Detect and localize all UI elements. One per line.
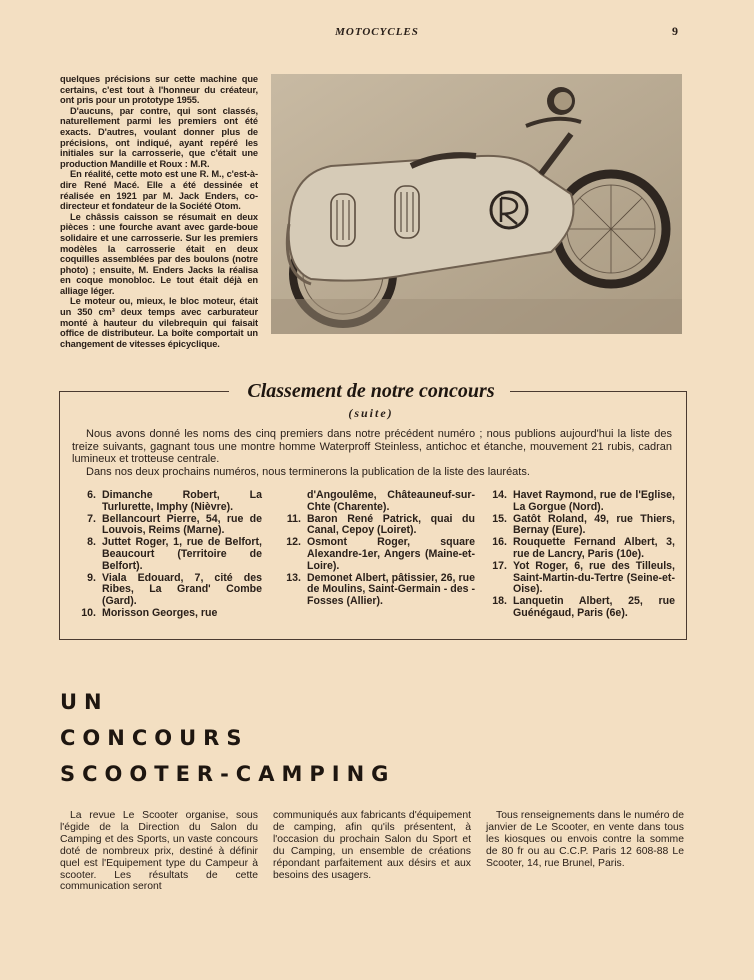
winner-entry [483, 490, 675, 514]
winner-rank: 11. [286, 512, 301, 525]
winner-entry [72, 514, 262, 538]
winner-text: Rouquette Fernand Albert, 3, rue de Lancry, Paris (10e). [513, 536, 675, 560]
motorcycle-illustration [271, 74, 682, 334]
winner-text: Yot Roger, 6, rue des Tilleuls, Saint-Martin-du-Tertre (Seine-et-Oise). [513, 559, 675, 596]
winner-rank: 9. [87, 571, 96, 584]
contest-title: Classement de notre concours [247, 380, 495, 402]
winners-column-3 [483, 490, 675, 620]
intro-paragraph: D'aucuns, par contre, qui sont classés, naturellement parmi les premiers ont été exacts. D'autres, voulant donner plus de précisions, ont indiqué, ayant repéré les initiales sur la carrosserie, que c'était une production Mandille et Roux : M.R. [60, 105, 258, 169]
winner-text: Gatôt Roland, 49, rue Thiers, Bernay (Eure). [513, 512, 675, 537]
winner-rank: 7. [87, 512, 96, 525]
winner-text: d'Angoulême, Châteauneuf-sur-Chte (Charente). [307, 489, 475, 513]
page-number: 9 [672, 24, 678, 38]
article-column-3 [486, 810, 684, 870]
winner-entry [483, 561, 675, 596]
winner-rank [277, 490, 307, 514]
winner-entry [483, 537, 675, 561]
contest-intro-paragraph: Dans nos deux prochains numéros, nous terminerons la publication de la liste des lauréats. [86, 465, 530, 478]
winners-column-1 [72, 490, 262, 620]
contest-intro-paragraph: Nous avons donné les noms des cinq premiers dans notre précédent numéro ; nous publions aujourd'hui la liste des treize suivants, gagnant tous une montre homme Waterproff Steinless, antichoc et étanche, mouvement 21 rubis, cadran lumineux et trotteuse centrale. [72, 428, 672, 466]
winner-entry [72, 537, 262, 572]
article-column-1 [60, 810, 258, 893]
winner-entry [72, 573, 262, 608]
running-header: MOTOCYCLES [335, 26, 419, 38]
article-paragraph: communiqués aux fabricants d'équipement de camping, afin qu'ils présentent, à l'occasion du prochain Salon du Sport et du Camping, un ensemble de créations répondant parfaitement aux désirs et aux besoins des usagers. [273, 810, 471, 881]
winner-rank: 12. [286, 536, 301, 549]
winner-entry [483, 514, 675, 538]
motorcycle-photo [271, 74, 682, 334]
contest-subtitle: (suite) [348, 406, 394, 420]
winner-rank: 14. [492, 489, 507, 501]
article-column-2 [273, 810, 471, 881]
winner-text: Dimanche Robert, La Turlurette, Imphy (Nièvre). [102, 489, 262, 513]
winner-rank: 16. [492, 536, 507, 549]
winner-text: Bellancourt Pierre, 54, rue de Louvois, Reims (Marne). [102, 512, 262, 537]
winner-entry [277, 537, 475, 572]
winner-rank: 6. [87, 489, 96, 501]
winner-text: Baron René Patrick, quai du Canal, Cepoy (Loiret). [307, 512, 475, 537]
article-paragraph: La revue Le Scooter organise, sous l'égide de la Direction du Salon du Camping et des Sports, un vaste concours doté de nombreux prix, destiné à définir quel est l'Equipement type du Campeur à scooter. Les résultats de cette communication seront [60, 810, 258, 893]
intro-paragraph: quelques précisions sur cette machine que certains, c'est tout à l'honneur du créateur, ont pris pour un prototype 1955. [60, 74, 258, 106]
winner-text: Morisson Georges, rue [102, 606, 218, 619]
headline-line-3: SCOOTER-CAMPING [60, 762, 396, 786]
winner-text: Demonet Albert, pâtissier, 26, rue de Moulins, Saint-Germain - des - Fosses (Allier). [307, 571, 475, 608]
winner-text: Havet Raymond, rue de l'Eglise, La Gorgue (Nord). [513, 489, 675, 513]
winner-entry [277, 490, 475, 514]
headline-line-2: CONCOURS [60, 726, 249, 750]
winner-text: Osmont Roger, square Alexandre-1er, Angers (Maine-et-Loire). [307, 536, 475, 572]
headline-line-1: UN [60, 690, 109, 714]
intro-paragraph: En réalité, cette moto est une R. M., c'est-à-dire René Macé. Elle a été dessinée et réalisée en 1921 par M. Jack Enders, co-directeur et fondateur de la Société Otom. [60, 169, 258, 212]
winner-rank: 8. [87, 536, 96, 549]
article-paragraph: Tous renseignements dans le numéro de janvier de Le Scooter, en vente dans tous les kiosques ou envois contre la somme de 80 fr ou au C.C.P. Paris 12 608-88 Le Scooter, 14, rue Brunel, Paris. [486, 810, 684, 869]
winner-rank: 15. [492, 512, 507, 525]
winner-text: Viala Edouard, 7, cité des Ribes, La Grand' Combe (Gard). [102, 571, 262, 608]
winner-entry [277, 573, 475, 608]
winner-entry [483, 596, 675, 620]
intro-paragraph: Le moteur ou, mieux, le bloc moteur, était un 350 cm³ deux temps avec carburateur monté à hauteur du vilebrequin qui faisait office de distributeur. La boîte comportait un changement de vitesses épicyclique. [60, 296, 258, 349]
winner-text: Juttet Roger, 1, rue de Belfort, Beaucourt (Territoire de Belfort). [102, 536, 262, 572]
winner-rank: 10. [81, 606, 96, 619]
contest-intro [72, 428, 672, 478]
intro-paragraph: Le châssis caisson se résumait en deux pièces : une fourche avant avec garde-boue solidaire et une carrosserie. Sur les premiers modèles la carrosserie était en deux coquilles assemblées par des boulons (notre photo) ; ensuite, M. Enders Jacks la réalisa en coque monobloc. Le tout était déjà en alliage léger. [60, 211, 258, 296]
intro-column [60, 74, 258, 349]
winner-rank: 13. [286, 571, 301, 584]
winner-entry [72, 608, 262, 620]
winner-text: Lanquetin Albert, 25, rue Guénégaud, Paris (6e). [513, 595, 675, 619]
winner-rank: 18. [492, 595, 507, 608]
winner-entry [72, 490, 262, 514]
winners-column-2 [277, 490, 475, 608]
winner-rank: 17. [492, 559, 507, 572]
winner-entry [277, 514, 475, 538]
